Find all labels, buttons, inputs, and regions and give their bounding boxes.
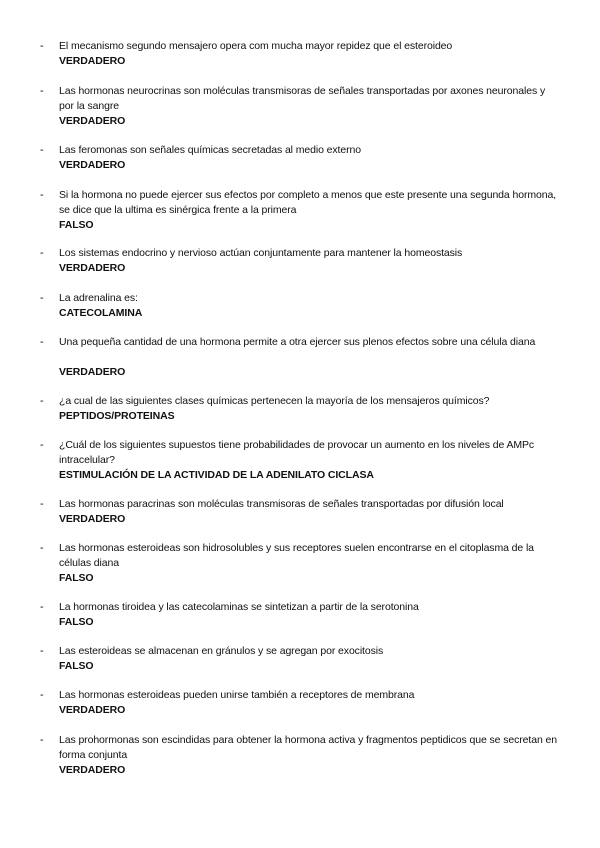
answer-text: FALSO (59, 616, 94, 628)
answer-text: FALSO (59, 219, 94, 231)
bullet: - (40, 247, 44, 259)
question-text: La adrenalina es: (59, 292, 138, 304)
bullet: - (40, 85, 44, 97)
answer-text: FALSO (59, 572, 94, 584)
question-text: Si la hormona no puede ejercer sus efectos por completo a menos que este presente una segunda hormona, se dice que la ultima es sinérgica frente a la primera (59, 189, 557, 216)
answer-text: VERDADERO (59, 513, 126, 525)
bullet: - (40, 40, 44, 52)
bullet: - (40, 498, 44, 510)
question-text: Una pequeña cantidad de una hormona permite a otra ejercer sus plenos efectos sobre una célula diana (59, 336, 536, 348)
answer-text: VERDADERO (59, 262, 126, 274)
question-text: El mecanismo segundo mensajero opera com mucha mayor repidez que el esteroideo (59, 40, 453, 52)
bullet: - (40, 601, 44, 613)
bullet: - (40, 439, 44, 451)
question-text: Las hormonas esteroideas son hidrosolubles y sus receptores suelen encontrarse en el citoplasma de la células diana (59, 542, 534, 569)
answer-text: ESTIMULACIÓN DE LA ACTIVIDAD DE LA ADENILATO CICLASA (59, 469, 374, 481)
question-text: Las hormonas paracrinas son moléculas transmisoras de señales transportadas por difusión local (59, 498, 504, 510)
answer-text: VERDADERO (59, 704, 126, 716)
bullet: - (40, 144, 44, 156)
question-text: La hormonas tiroidea y las catecolaminas se sintetizan a partir de la serotonina (59, 601, 419, 613)
question-text: Los sistemas endocrino y nervioso actúan conjuntamente para mantener la homeostasis (59, 247, 463, 259)
question-text: Las prohormonas son escindidas para obtener la hormona activa y fragmentos peptidicos que se secretan en forma conjunta (59, 734, 557, 761)
bullet: - (40, 395, 44, 407)
question-text: Las hormonas esteroideas pueden unirse también a receptores de membrana (59, 689, 415, 701)
answer-text: VERDADERO (59, 159, 126, 171)
answer-text: CATECOLAMINA (59, 307, 143, 319)
question-text: Las esteroideas se almacenan en gránulos y se agregan por exocitosis (59, 645, 384, 657)
question-text: Las feromonas son señales químicas secretadas al medio externo (59, 144, 361, 156)
question-text: ¿Cuál de los siguientes supuestos tiene probabilidades de provocar un aumento en los niveles de AMPc intracelular? (59, 439, 535, 466)
bullet: - (40, 189, 44, 201)
bullet: - (40, 645, 44, 657)
bullet: - (40, 542, 44, 554)
bullet: - (40, 734, 44, 746)
answer-text: PEPTIDOS/PROTEINAS (59, 410, 175, 422)
bullet: - (40, 689, 44, 701)
answer-text: VERDADERO (59, 55, 126, 67)
question-text: Las hormonas neurocrinas son moléculas transmisoras de señales transportadas por axones neuronales y por la sangre (59, 85, 546, 112)
question-text: ¿a cual de las siguientes clases químicas pertenecen la mayoría de los mensajeros químicos? (59, 395, 490, 407)
bullet: - (40, 336, 44, 348)
bullet: - (40, 292, 44, 304)
answer-text: VERDADERO (59, 366, 126, 378)
answer-text: VERDADERO (59, 764, 126, 776)
answer-text: VERDADERO (59, 115, 126, 127)
answer-text: FALSO (59, 660, 94, 672)
